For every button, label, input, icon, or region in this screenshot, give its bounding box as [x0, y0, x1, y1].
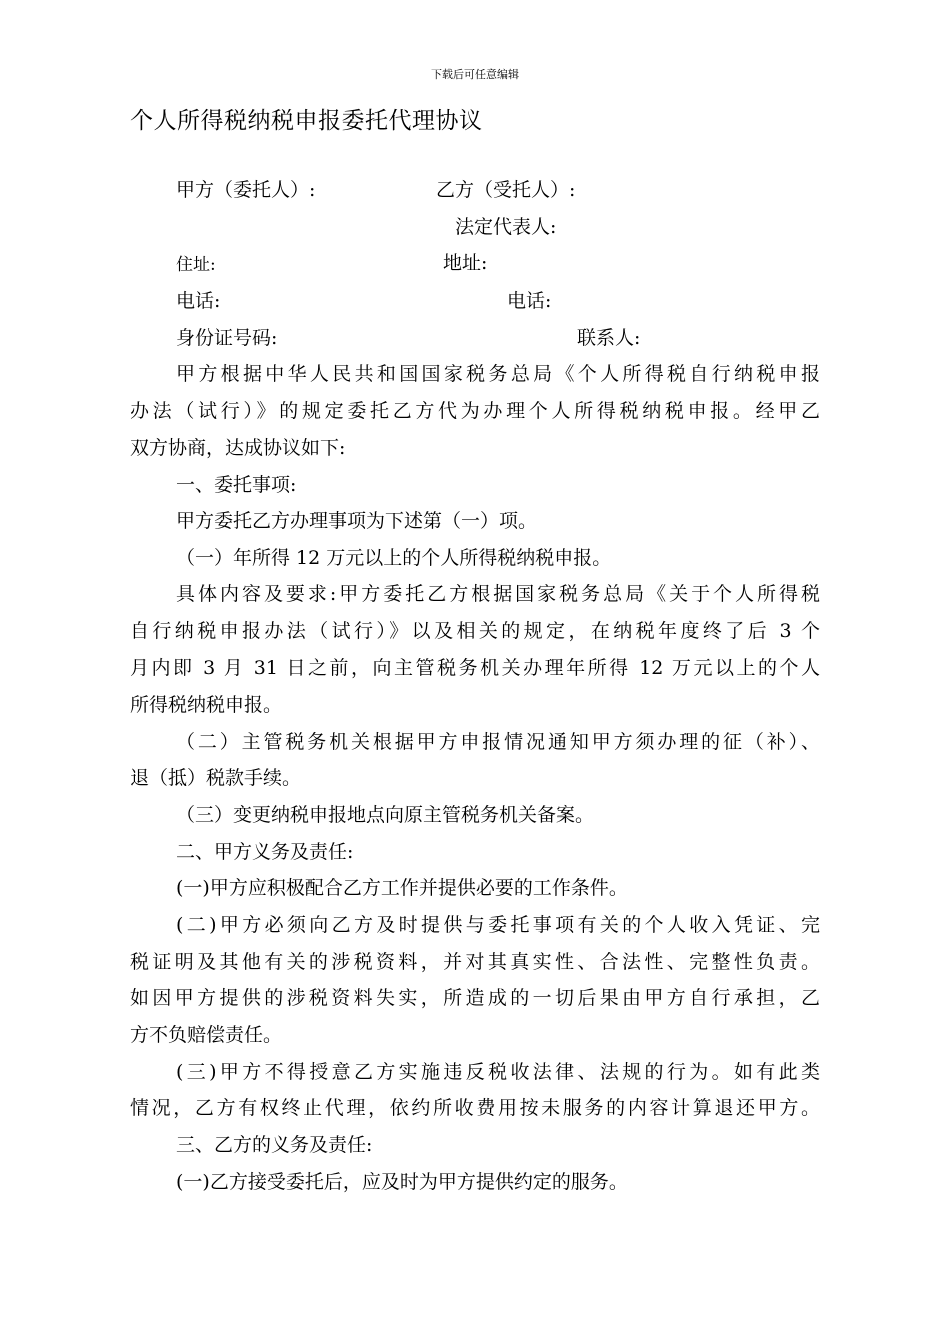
body-paragraph-line: 办法（试行）》的规定委托乙方代为办理个人所得税纳税申报。经甲乙 — [130, 400, 820, 422]
residence-label: 住址: — [176, 255, 216, 275]
body-paragraph-line: 具体内容及要求:甲方委托乙方根据国家税务总局《关于个人所得税 — [176, 583, 820, 605]
party-b-label: 乙方（受托人）: — [436, 179, 576, 201]
item-line: （三）变更纳税申报地点向原主管税务机关备案。 — [176, 804, 595, 826]
item-line: 方不负赔偿责任。 — [130, 1024, 283, 1046]
item-line: (二)甲方必须向乙方及时提供与委托事项有关的个人收入凭证、完 — [176, 914, 820, 936]
body-paragraph-line: 所得税纳税申报。 — [130, 694, 283, 716]
item-line: 情况，乙方有权终止代理，依约所收费用按未服务的内容计算退还甲方。 — [130, 1097, 820, 1119]
phone-a-label: 电话: — [176, 290, 221, 312]
section-heading: 一、委托事项: — [176, 474, 297, 496]
section-heading: 三、乙方的义务及责任: — [176, 1134, 373, 1156]
body-paragraph-line: 甲方委托乙方办理事项为下述第（一）项。 — [176, 510, 538, 532]
party-a-label: 甲方（委托人）: — [176, 179, 316, 201]
item-line: （一）年所得 12 万元以上的个人所得税纳税申报。 — [176, 547, 612, 569]
item-line: (一)甲方应积极配合乙方工作并提供必要的工作条件。 — [176, 877, 628, 899]
legal-representative-label: 法定代表人: — [455, 216, 557, 238]
contact-label: 联系人: — [577, 327, 641, 349]
item-line: (三)甲方不得授意乙方实施违反税收法律、法规的行为。如有此类 — [176, 1061, 820, 1083]
item-line: 税证明及其他有关的涉税资料，并对其真实性、合法性、完整性负责。 — [130, 951, 820, 973]
item-line: 退（抵）税款手续。 — [130, 767, 302, 789]
item-line: (一)乙方接受委托后，应及时为甲方提供约定的服务。 — [176, 1171, 628, 1193]
document-title: 个人所得税纳税申报委托代理协议 — [130, 108, 483, 134]
address-label: 地址: — [443, 252, 488, 274]
item-line: 如因甲方提供的涉税资料失实，所造成的一切后果由甲方自行承担，乙 — [130, 987, 820, 1009]
section-heading: 二、甲方义务及责任: — [176, 841, 354, 863]
body-paragraph-line: 自行纳税申报办法（试行）》以及相关的规定，在纳税年度终了后 3 个 — [130, 620, 820, 642]
item-line: （二）主管税务机关根据甲方申报情况通知甲方须办理的征（补）、 — [176, 731, 820, 753]
id-number-label: 身份证号码: — [176, 327, 278, 349]
phone-b-label: 电话: — [507, 290, 552, 312]
header-note: 下载后可任意编辑 — [431, 68, 519, 81]
body-paragraph-line: 月内即 3 月 31 日之前，向主管税务机关办理年所得 12 万元以上的个人 — [130, 657, 820, 679]
body-paragraph-line: 甲方根据中华人民共和国国家税务总局《个人所得税自行纳税申报 — [176, 363, 820, 385]
body-paragraph-line: 双方协商，达成协议如下: — [130, 437, 346, 459]
